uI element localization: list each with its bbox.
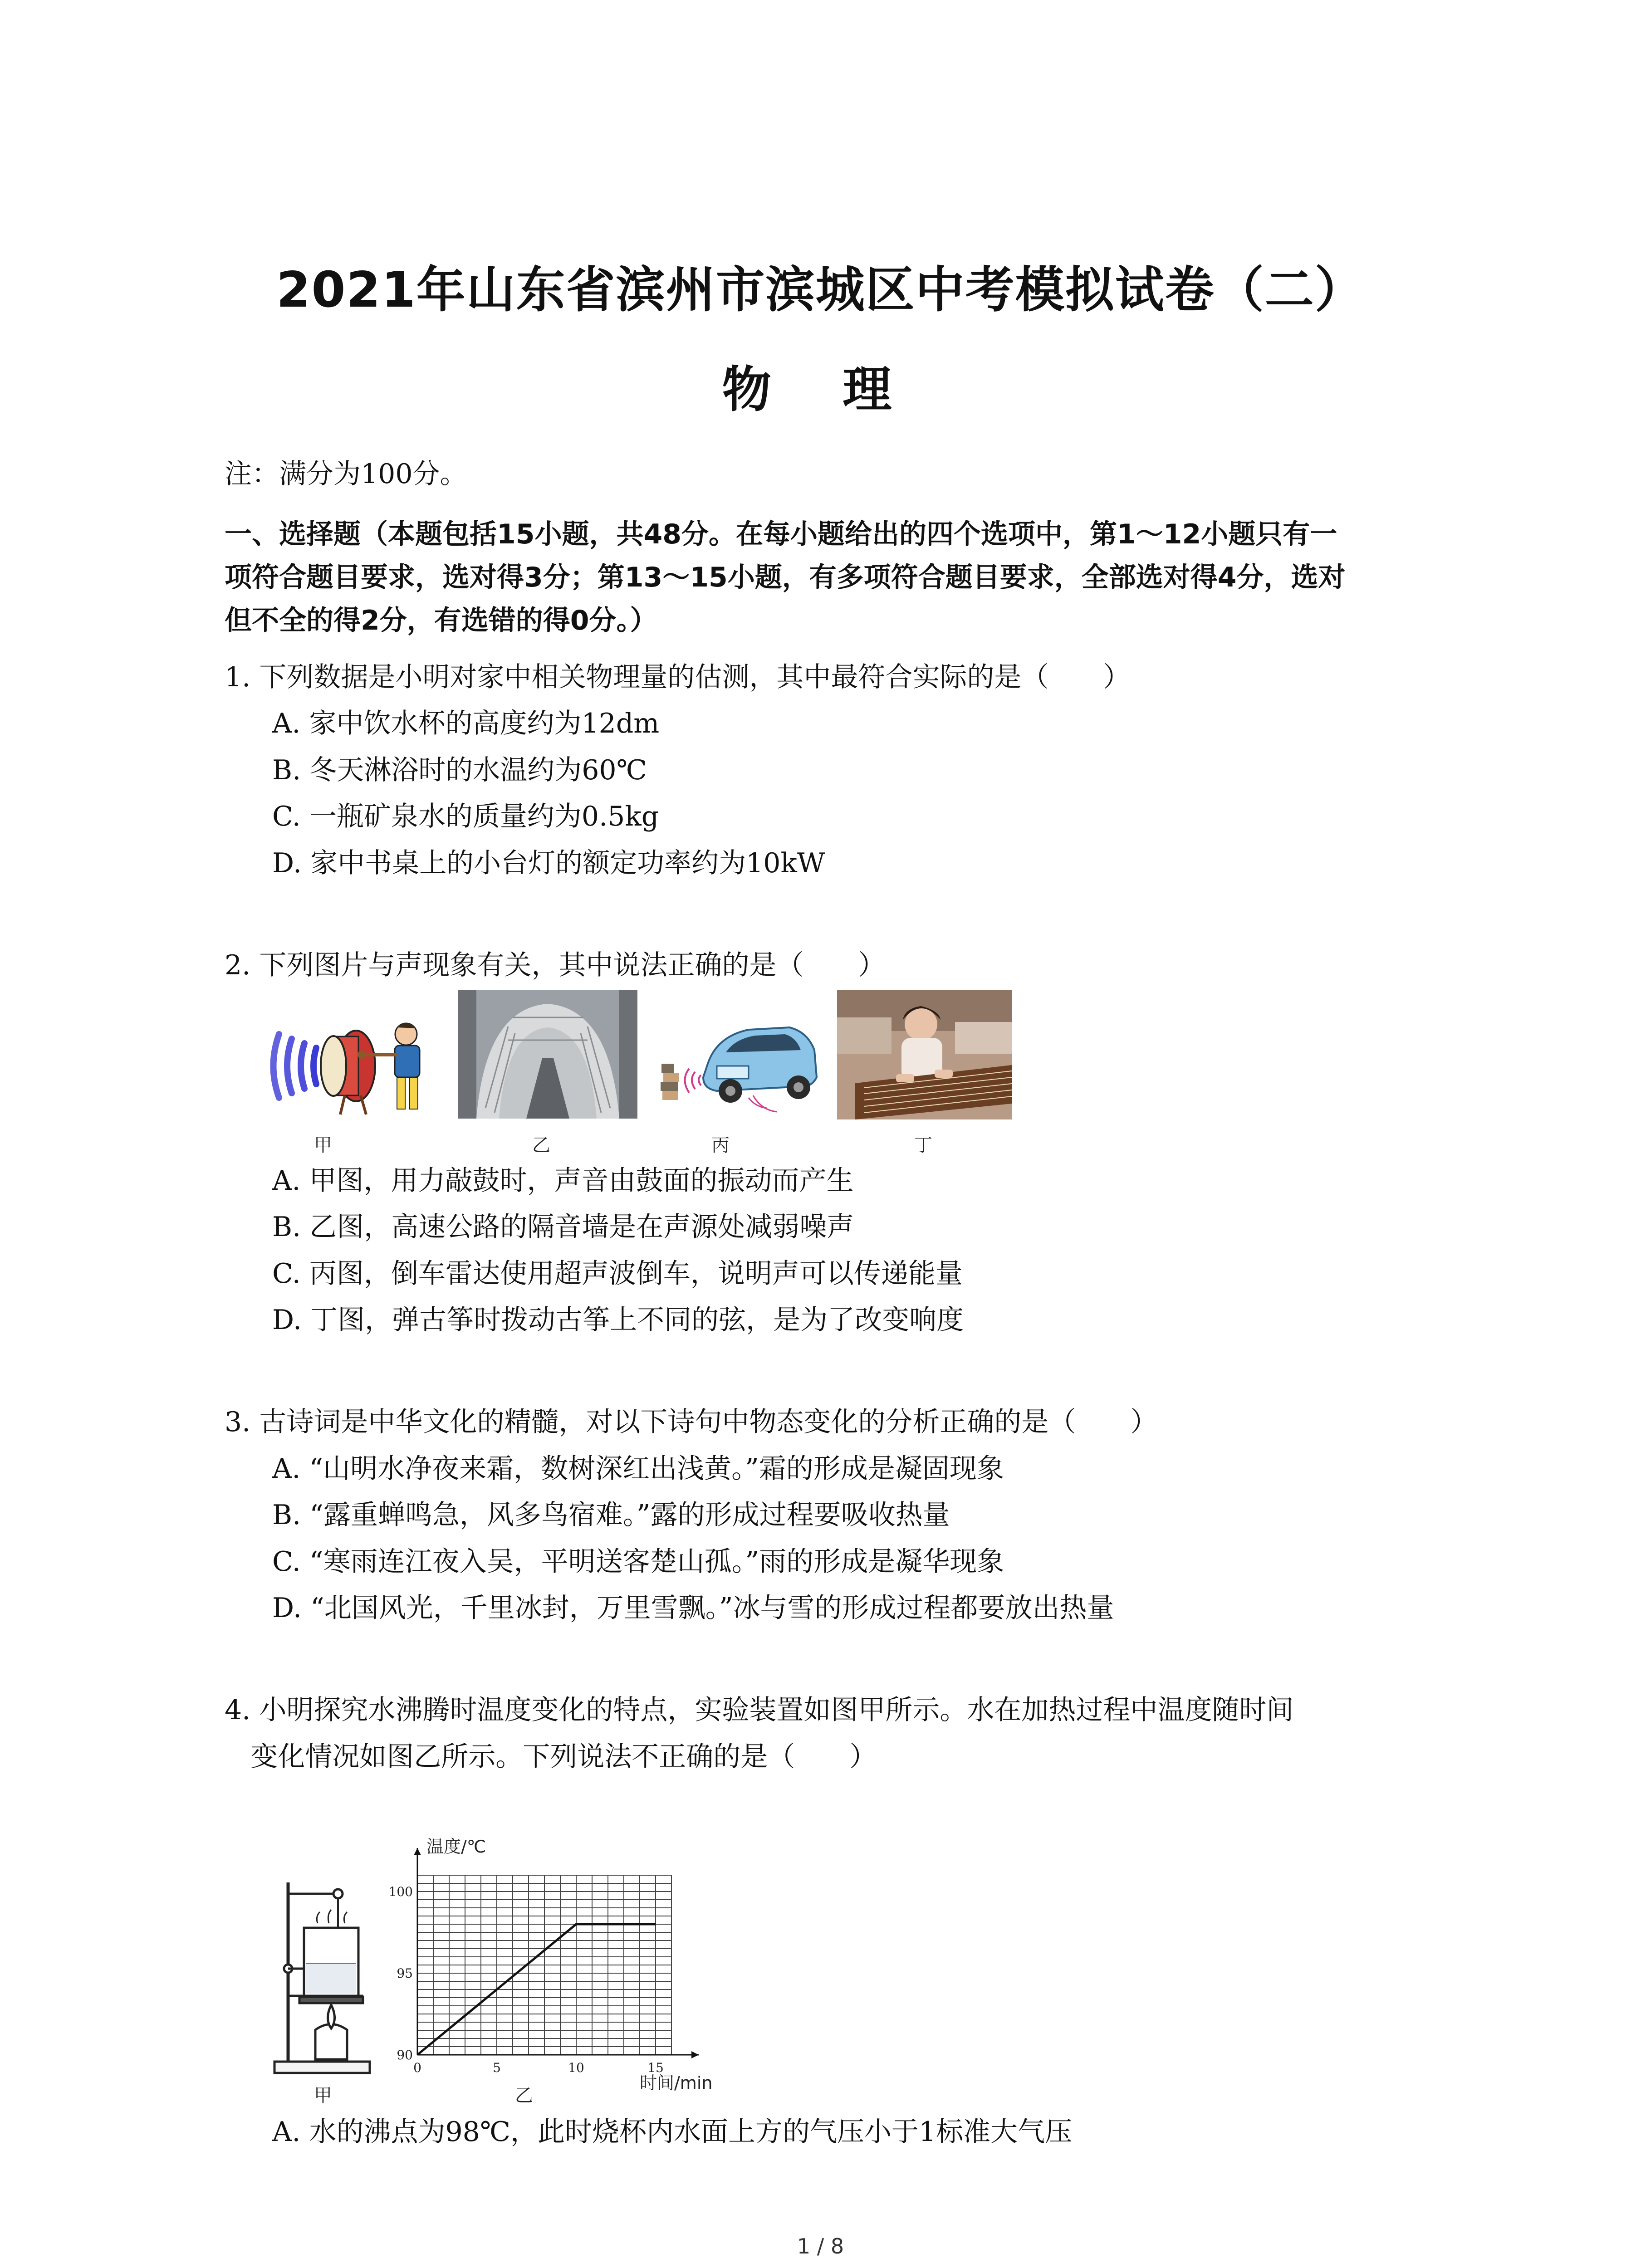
question-3-option-b: B. “露重蝉鸣急，风多鸟宿难。”露的形成过程要吸收热量 <box>272 1499 950 1531</box>
caption-q4-jia: 甲 <box>314 2085 332 2106</box>
section-line-1: 一、选择题（本题包括15小题，共48分。在每小题给出的四个选项中，第1～12小题只有一 <box>225 518 1337 550</box>
question-1-option-c: C. 一瓶矿泉水的质量约为0.5kg <box>272 801 659 832</box>
subject-title: 物 理 <box>722 362 919 418</box>
y-axis-arrow <box>414 1848 421 1855</box>
caption-yi: 乙 <box>532 1135 550 1156</box>
chart-grid <box>417 1875 671 2055</box>
question-1-option-b: B. 冬天淋浴时的水温约为60℃ <box>272 754 647 786</box>
question-1-stem: 1. 下列数据是小明对家中相关物理量的估测，其中最符合实际的是（ ） <box>225 661 1131 693</box>
x-tick-label: 15 <box>647 2060 664 2075</box>
y-tick-label: 90 <box>397 2048 413 2063</box>
question-3-stem: 3. 古诗词是中华文化的精髓，对以下诗句中物态变化的分析正确的是（ ） <box>225 1406 1158 1438</box>
x-axis-arrow <box>691 2051 699 2058</box>
section-line-3: 但不全的得2分，有选错的得0分。） <box>225 605 657 636</box>
caption-ding: 丁 <box>914 1135 932 1156</box>
y-tick-label: 95 <box>397 1966 413 1981</box>
temperature-time-chart <box>372 1810 713 2093</box>
question-4-option-a: A. 水的沸点为98℃，此时烧杯内水面上方的气压小于1标准大气压 <box>272 2116 1073 2148</box>
x-tick-label: 5 <box>493 2060 501 2075</box>
caption-q4-yi: 乙 <box>515 2085 533 2106</box>
question-2-stem: 2. 下列图片与声现象有关，其中说法正确的是（ ） <box>225 949 886 981</box>
question-3-option-a: A. “山明水净夜来霜，数树深红出浅黄。”霜的形成是凝固现象 <box>272 1453 1004 1485</box>
drum-illustration <box>265 1009 438 1116</box>
question-2-option-c: C. 丙图，倒车雷达使用超声波倒车，说明声可以传递能量 <box>272 1258 963 1290</box>
x-axis-label: 时间/min <box>640 2073 713 2093</box>
question-2-option-d: D. 丁图，弹古筝时拨动古筝上不同的弦，是为了改变响度 <box>272 1304 964 1336</box>
guzheng-photo <box>837 990 1012 1119</box>
y-axis-label: 温度/℃ <box>426 1837 486 1857</box>
car-radar-illustration <box>658 1009 819 1118</box>
question-4-stem-line-1: 4. 小明探究水沸腾时温度变化的特点，实验装置如图甲所示。水在加热过程中温度随时间 <box>225 1694 1294 1726</box>
page-number: 1 / 8 <box>797 2234 844 2258</box>
y-tick-label: 100 <box>388 1884 413 1899</box>
x-tick-label: 0 <box>413 2060 421 2075</box>
boiling-apparatus-illustration <box>270 1873 379 2077</box>
sound-barrier-photo <box>458 990 637 1119</box>
caption-bing: 丙 <box>711 1135 730 1156</box>
question-1-option-a: A. 家中饮水杯的高度约为12dm <box>272 708 660 739</box>
question-1-option-d: D. 家中书桌上的小台灯的额定功率约为10kW <box>272 847 825 879</box>
exam-title: 2021年山东省滨州市滨城区中考模拟试卷（二） <box>276 262 1365 318</box>
question-4-stem-line-2: 变化情况如图乙所示。下列说法不正确的是（ ） <box>225 1741 877 1773</box>
score-note: 注：满分为100分。 <box>225 458 467 490</box>
section-line-2: 项符合题目要求，选对得3分；第13～15小题，有多项符合题目要求，全部选对得4分，选对 <box>225 562 1346 593</box>
question-3-option-c: C. “寒雨连江夜入吴，平明送客楚山孤。”雨的形成是凝华现象 <box>272 1546 1004 1578</box>
question-2-option-b: B. 乙图，高速公路的隔音墙是在声源处减弱噪声 <box>272 1211 854 1243</box>
x-tick-label: 10 <box>568 2060 584 2075</box>
caption-jia: 甲 <box>314 1135 332 1156</box>
question-3-option-d: D. “北国风光，千里冰封，万里雪飘。”冰与雪的形成过程都要放出热量 <box>272 1592 1114 1624</box>
question-2-option-a: A. 甲图，用力敲鼓时，声音由鼓面的振动而产生 <box>272 1165 854 1197</box>
